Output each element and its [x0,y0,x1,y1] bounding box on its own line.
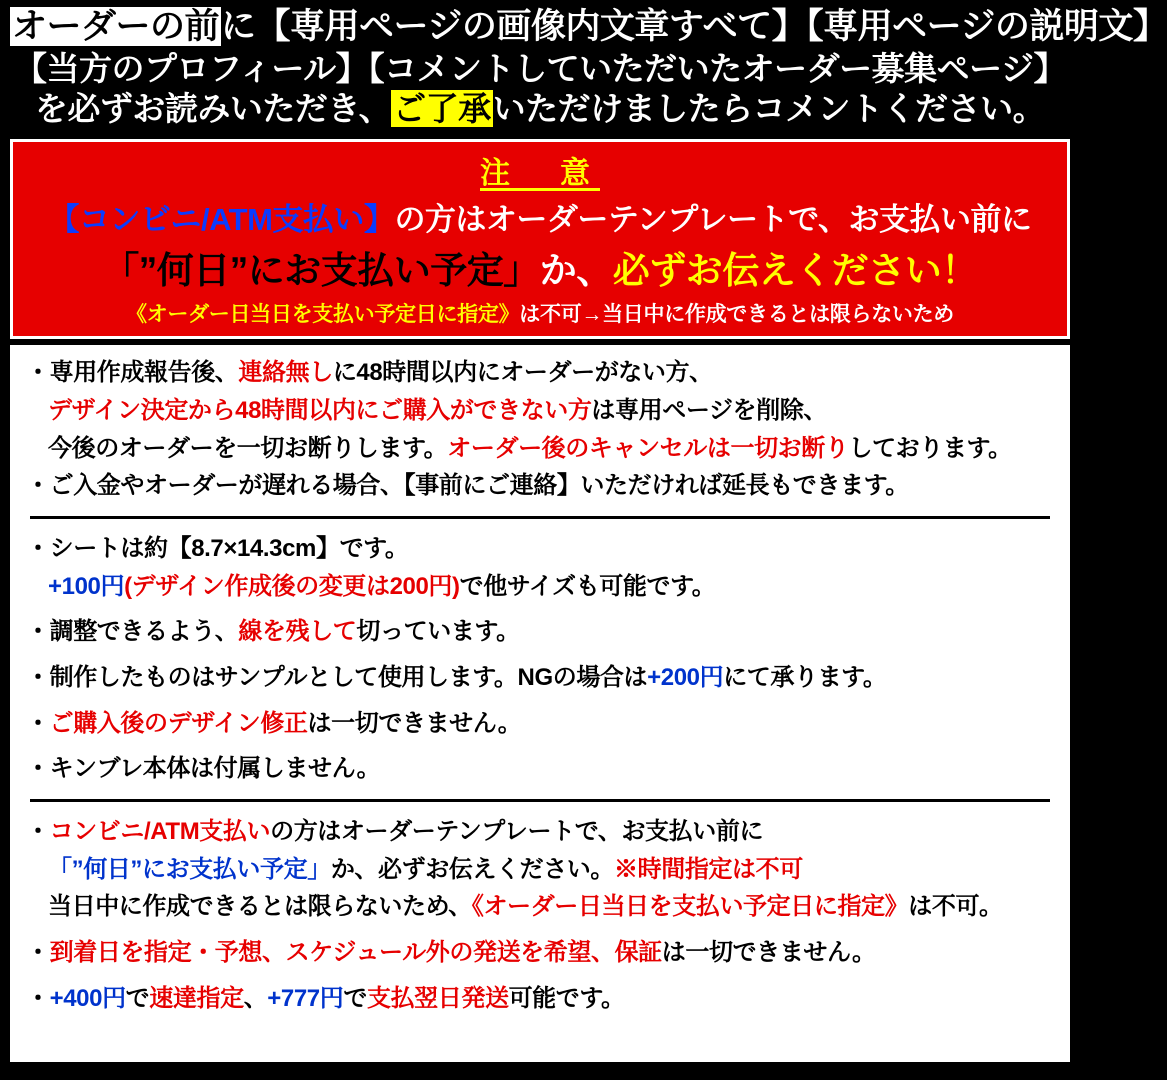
text-run: +777円 [267,984,344,1012]
divider-1 [30,516,1050,519]
banner-sameday-label: 《オーダー日当日を支払い予定日に指定》 [125,303,520,327]
header-line-3-a: を必ずお読みいただき、 [34,89,392,127]
banner-title: 注 意 [480,157,600,191]
item-extension [26,470,1054,502]
section-cancel [26,357,1054,502]
text-run: 連絡無し [238,359,333,387]
text-run: は一切できません。 [307,709,522,737]
text-run: ・専用作成報告後、 [26,359,239,387]
text-run: 支払翌日発送 [366,984,509,1012]
section-spec [26,533,1054,785]
text-run: 当日中に作成できるとは限らないため、 [48,893,472,921]
text-run: にて承ります。 [723,663,887,691]
text-run: ※時間指定は不可 [614,855,803,883]
text-run: オーダー後のキャンセルは一切お断り [447,434,849,462]
text-run: 《オーダー日当日を支払い予定日に指定》 [471,893,909,921]
text-run: ・ [26,817,50,845]
text-run: 「”何日”にお支払い予定」 [48,855,331,883]
banner-line-3-b: は不可→当日中に作成できるとは限らないため [519,303,954,327]
text-run: は一切できません。 [661,938,876,966]
text-run: ・ご入金やオーダーが遅れる場合、【事前にご連絡】いただければ延長もできます。 [26,472,909,500]
text-run: ・ [26,938,50,966]
header-notice [0,0,1167,133]
banner-line-2-b: か、 [539,250,613,292]
text-run: ・制作したものはサンプルとして使用します。NGの場合は [26,663,648,691]
divider-2 [30,799,1050,802]
text-run: 到着日を指定・予想、スケジュール外の発送を希望、保証 [49,938,662,966]
text-run: 今後のオーダーを一切お断りします。 [48,434,448,462]
text-run: 可能です。 [508,984,625,1012]
text-run: 線を残して [238,618,357,646]
text-run: +100円 [48,572,125,600]
text-run: コンビニ/ATM支払い [49,817,271,845]
text-run: ・ [26,984,50,1012]
header-line-1-tail: 】 [1132,7,1167,46]
text-run: +400円 [49,984,126,1012]
text-run: の方はオーダーテンプレートで、お支払い前に [270,817,764,845]
terms-body [10,345,1070,1062]
item-express [26,983,1054,1015]
header-emphasis-consent: ご了承 [393,89,491,127]
text-run: デザイン決定から48時間以内にご購入ができない方 [48,396,592,424]
warning-banner [10,139,1070,339]
text-run: に48時間以内にオーダーがない方、 [332,359,713,387]
banner-line-1-rest: の方はオーダーテンプレートで、お支払い前に [394,202,1032,238]
text-run: ・シートは約【8.7×14.3cm】です。 [26,534,409,562]
header-line-3 [10,89,1070,129]
text-run: ・キンブレ本体は付属しません。 [26,755,381,783]
header-line-1-rest: に【専用ページの画像内文章すべて】【専用ページの説明文 [221,7,1133,46]
text-run: しております。 [848,434,1012,462]
text-run: で [125,984,150,1012]
banner-line-3 [17,298,1063,328]
item-convenience [26,816,1054,848]
banner-paydate-label: 「”何日”にお支払い予定」 [102,250,540,292]
item-paydate [26,854,1054,886]
text-run: で [343,984,367,1012]
item-size-option [26,571,1054,603]
item-no-revision [26,708,1054,740]
text-run: 速達指定 [149,984,244,1012]
item-no-penlight [26,753,1054,785]
text-run: で他サイズも可能です。 [459,572,716,600]
banner-line-1 [17,194,1063,239]
text-run: 切っています。 [356,618,520,646]
banner-must-tell: 必ずお伝えください！ [612,250,978,292]
banner-konbini-label: 【コンビニ/ATM支払い】 [48,202,395,238]
section-payment [26,816,1054,1014]
item-no-cancel [26,433,1054,465]
text-run: (デザイン作成後の変更は200円) [124,572,460,600]
item-sheet-size [26,533,1054,565]
text-run: は専用ページを削除、 [591,396,827,424]
text-run: +200円 [647,663,724,691]
header-line-1 [10,6,1167,49]
banner-line-2 [17,240,1063,294]
item-sameday [26,891,1054,923]
item-cut-line [26,616,1054,648]
text-run: ご購入後のデザイン修正 [49,709,308,737]
text-run: か、必ずお伝えください。 [330,855,615,883]
header-emphasis-order-before: オーダーの前 [12,7,220,46]
item-deadline [26,395,1054,427]
header-line-3-c: いただけましたらコメントください。 [492,89,1046,127]
text-run: は不可。 [908,893,1003,921]
item-sample [26,662,1054,694]
item-no-guarantee [26,937,1054,969]
text-run: ・調整できるよう、 [26,618,239,646]
header-line-2: 【当方のプロフィール】【コメントしていただいたオーダー募集ページ】 [13,49,1067,87]
item-report [26,357,1054,389]
text-run: ・ [26,709,50,737]
text-run: 、 [243,984,268,1012]
